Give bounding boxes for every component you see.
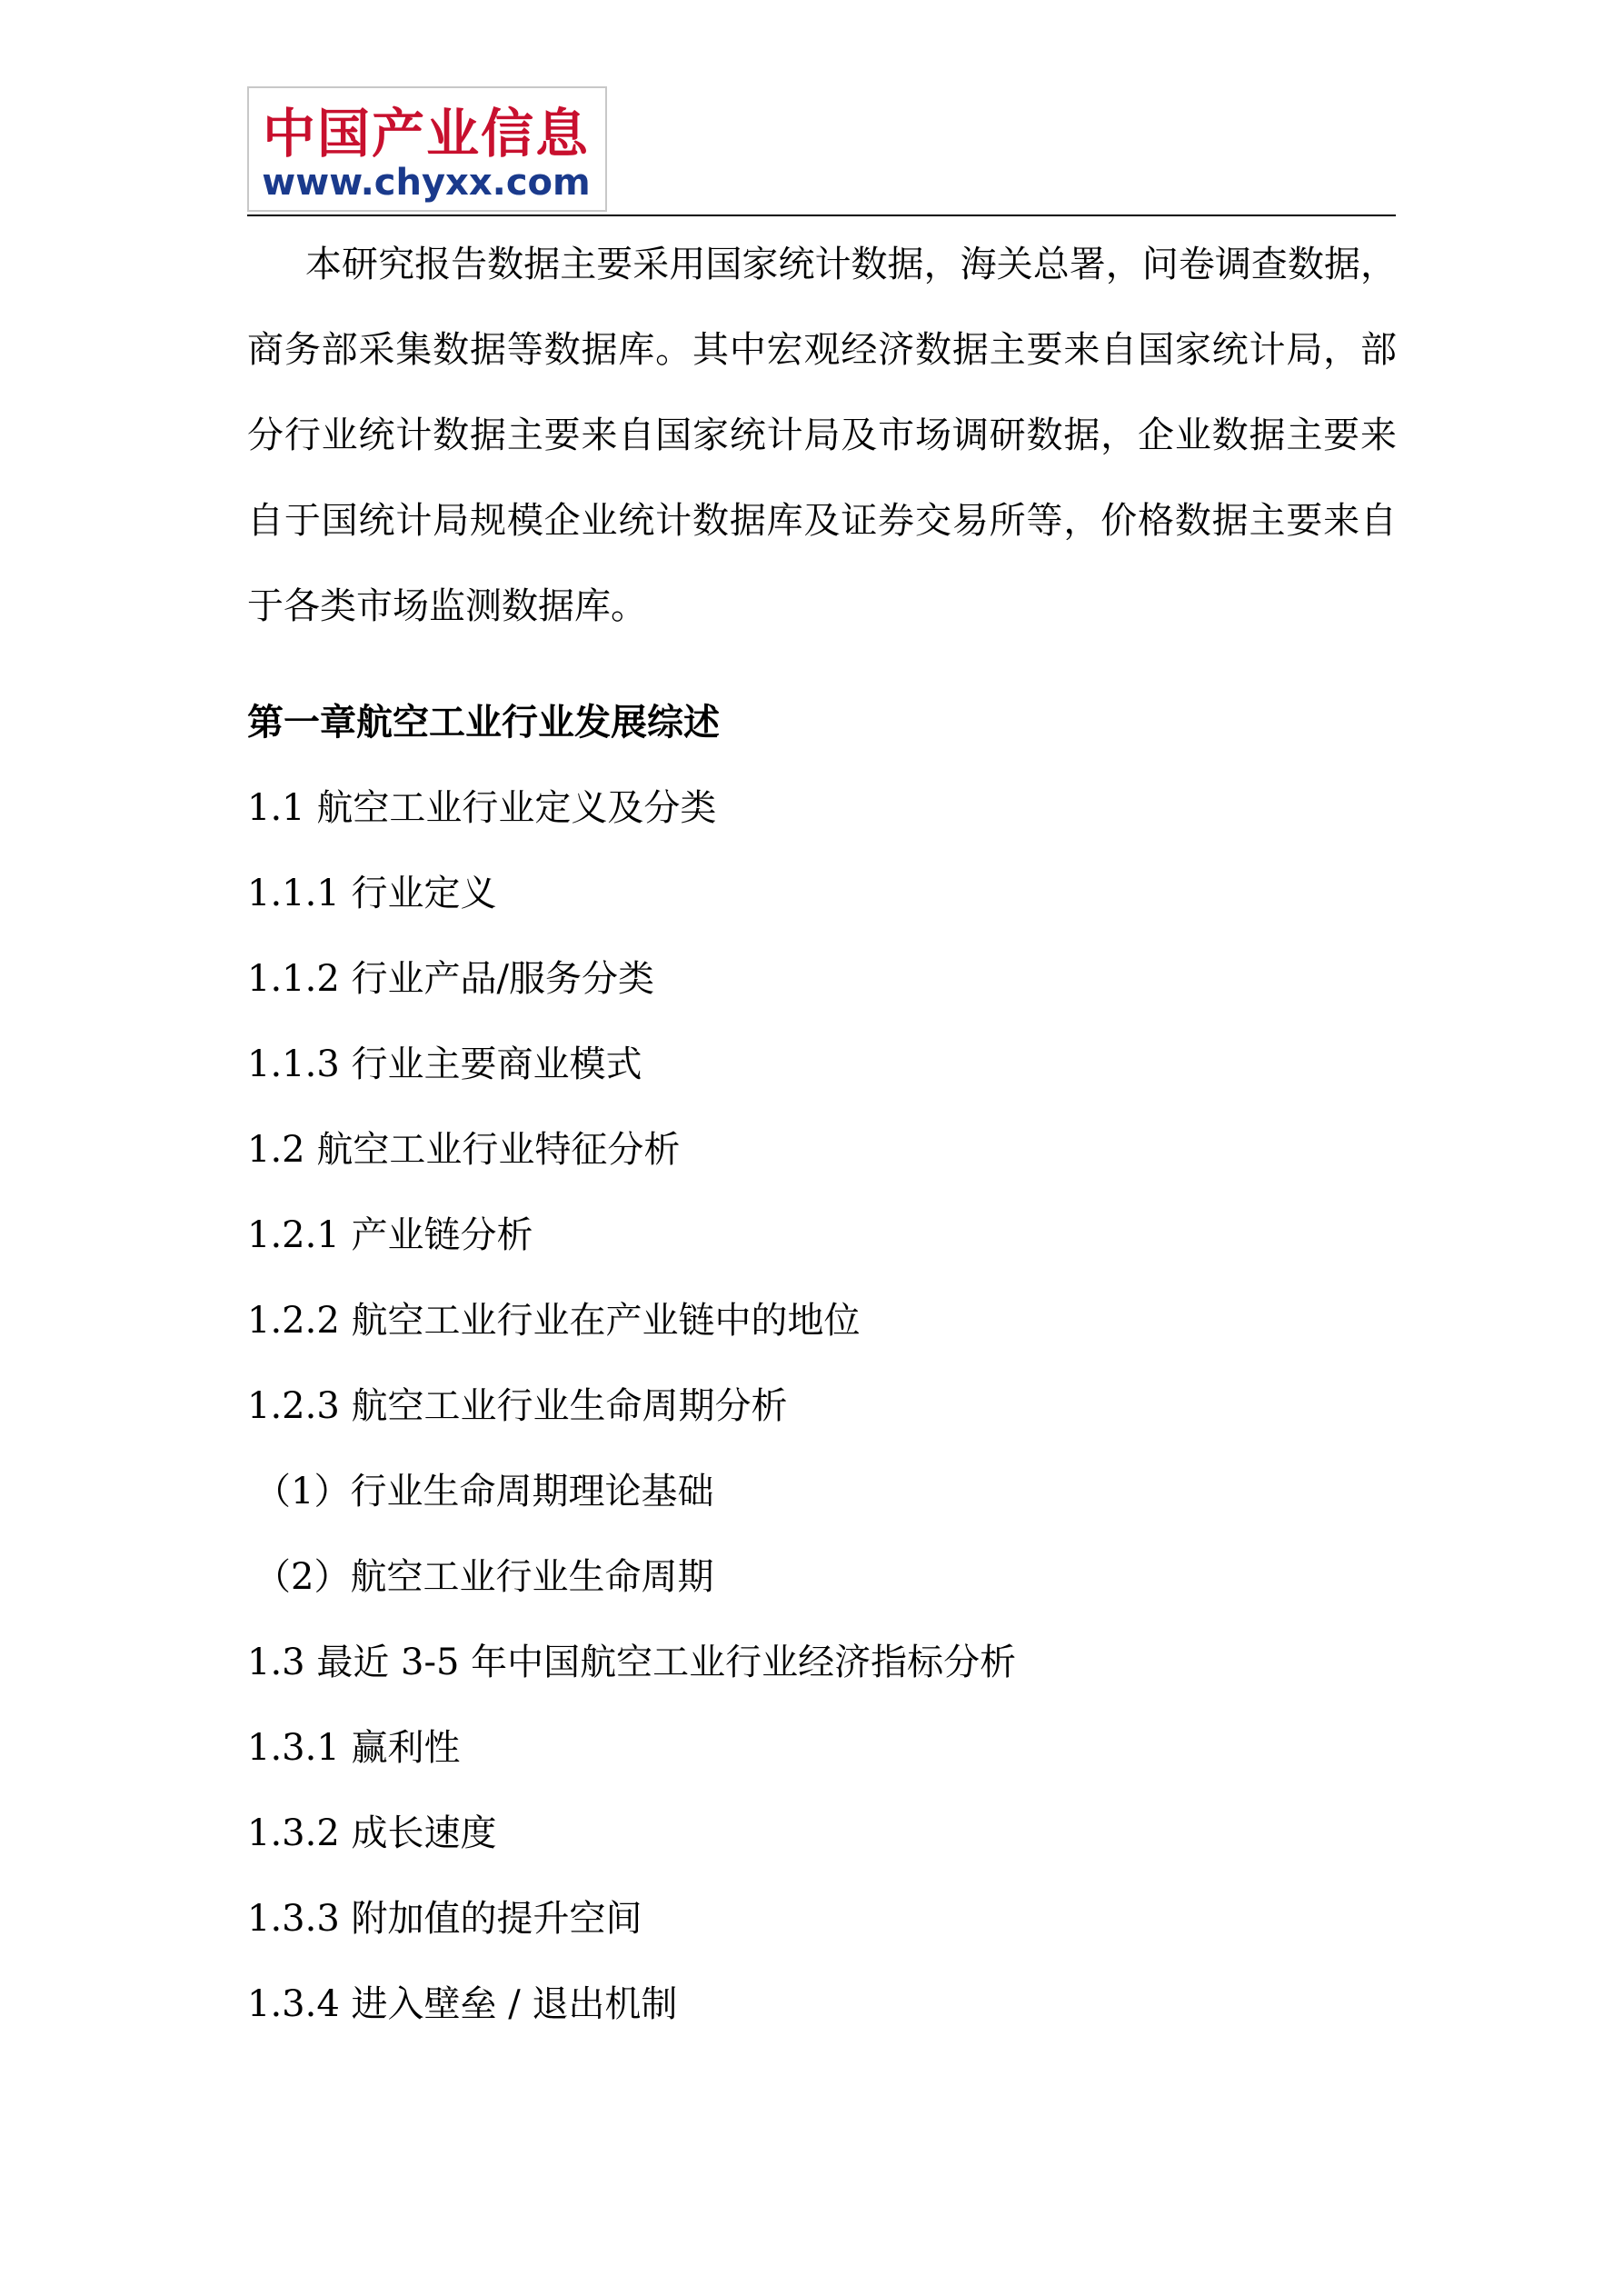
toc-item-1-3-2: 1.3.2 成长速度 [247, 1812, 497, 1854]
toc-item-1-2-1: 1.2.1 产业链分析 [247, 1214, 533, 1256]
toc-item-1-3-3: 1.3.3 附加值的提升空间 [247, 1898, 642, 1940]
table-of-contents [247, 680, 1397, 2047]
toc-item-1-1-2: 1.1.2 行业产品/服务分类 [247, 958, 654, 1000]
logo-url-text: www.chyxx.com [262, 162, 591, 204]
logo-chinese-text: 中国产业信息 [262, 103, 590, 165]
toc-item-1-2-3: 1.2.3 航空工业行业生命周期分析 [247, 1385, 788, 1427]
site-logo [247, 86, 607, 212]
toc-item-1-2-3-2: （2）航空工业行业生命周期 [254, 1556, 714, 1598]
toc-item-1-1-1: 1.1.1 行业定义 [247, 873, 497, 914]
toc-item-1-1: 1.1 航空工业行业定义及分类 [247, 787, 717, 829]
toc-item-1-1-3: 1.1.3 行业主要商业模式 [247, 1043, 642, 1085]
toc-item-1-2-2: 1.2.2 航空工业行业在产业链中的地位 [247, 1300, 861, 1342]
toc-item-1-2-3-1: （1）行业生命周期理论基础 [254, 1471, 714, 1512]
toc-chapter-1: 第一章航空工业行业发展综述 [247, 702, 720, 744]
toc-item-1-3-4: 1.3.4 进入壁垒 / 退出机制 [247, 1983, 678, 2025]
intro-paragraph: 本研究报告数据主要采用国家统计数据，海关总署，问卷调查数据，商务部采集数据等数据库。其中宏观经济数据主要来自国家统计局，部分行业统计数据主要来自国家统计局及市场调研数据，企业数据主要来自于国统计局规模企业统计数据库及证券交易所等，价格数据主要来自于各类市场监测数据库。 [247, 244, 1397, 627]
header-divider [247, 215, 1396, 216]
toc-item-1-3-1: 1.3.1 赢利性 [247, 1727, 461, 1769]
toc-item-1-3: 1.3 最近 3-5 年中国航空工业行业经济指标分析 [247, 1642, 1017, 1683]
toc-item-1-2: 1.2 航空工业行业特征分析 [247, 1129, 681, 1171]
